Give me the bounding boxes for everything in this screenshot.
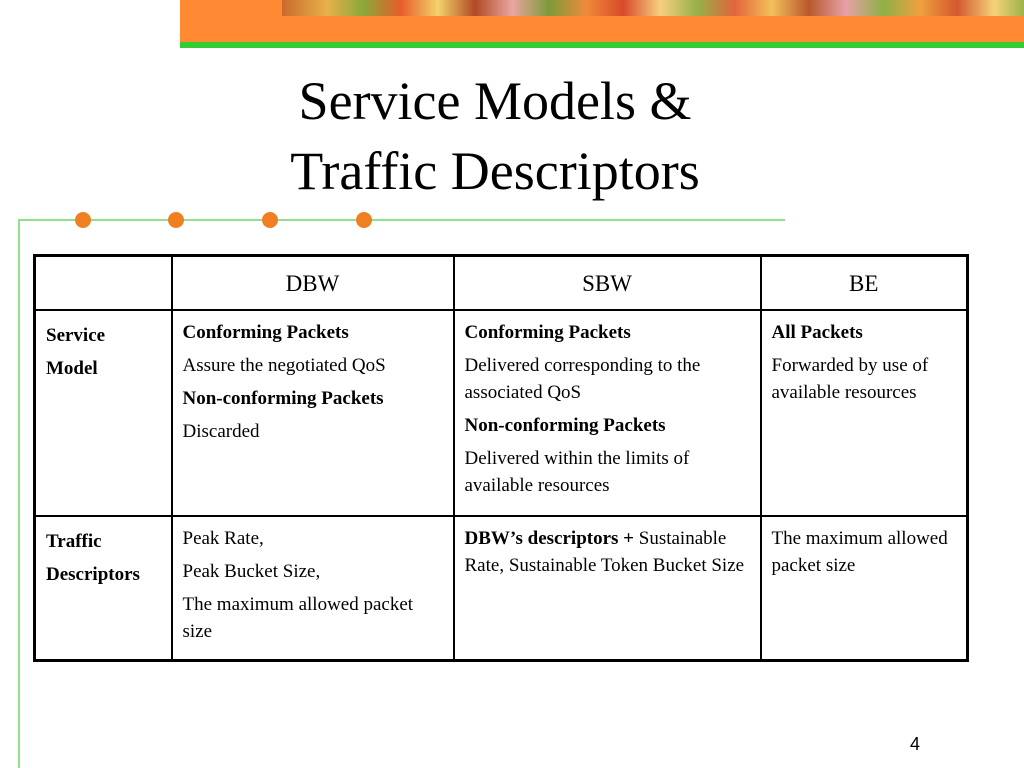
cell-text: Peak Rate, xyxy=(182,528,264,549)
cell-dbw-traffic-descriptors xyxy=(172,516,454,661)
cell-dbw-service-model xyxy=(172,310,454,516)
cell-text: Delivered within the limits of available resources xyxy=(464,448,690,496)
header-accent-bar xyxy=(180,0,282,16)
slide-title-line1: Service Models & xyxy=(298,71,692,131)
cell-sbw-traffic-descriptors xyxy=(454,516,761,661)
table-row-service-model xyxy=(35,310,968,516)
title-underline-rule xyxy=(18,219,785,221)
cell-be-service-model xyxy=(761,310,968,516)
cell-text: Peak Bucket Size, xyxy=(182,561,321,582)
cell-heading: Conforming Packets xyxy=(182,322,349,343)
slide-title xyxy=(210,66,780,206)
cell-heading: Non-conforming Packets xyxy=(464,415,666,436)
cell-heading: Conforming Packets xyxy=(464,322,631,343)
cell-text: Discarded xyxy=(182,421,260,442)
row-label-line: Service xyxy=(46,325,106,346)
cell-text: Forwarded by use of available resources xyxy=(771,355,929,403)
row-label-traffic-descriptors xyxy=(35,516,172,661)
row-label-line: Model xyxy=(46,358,98,379)
header-orange-bar xyxy=(180,16,1024,42)
table-header-sbw: SBW xyxy=(454,256,761,311)
cell-text: The maximum allowed packet size xyxy=(771,528,948,576)
left-vertical-rule xyxy=(18,219,20,768)
cell-text: Delivered corresponding to the associated QoS xyxy=(464,355,701,403)
cell-text: The maximum allowed packet size xyxy=(182,594,414,642)
cell-text: Assure the negotiated QoS xyxy=(182,355,386,376)
cell-text: Sustainable Rate, Sustainable Token Bucket Size xyxy=(464,528,745,576)
bullet-dot-icon xyxy=(262,212,278,228)
table-header-dbw: DBW xyxy=(172,256,454,311)
service-models-table xyxy=(33,254,969,662)
header-green-line xyxy=(180,42,1024,48)
cell-heading: Non-conforming Packets xyxy=(182,388,384,409)
cell-heading: All Packets xyxy=(771,322,863,343)
table-row-traffic-descriptors xyxy=(35,516,968,661)
header-photo-strip xyxy=(282,0,1024,16)
row-label-line: Descriptors xyxy=(46,564,140,585)
table-header-be: BE xyxy=(761,256,968,311)
cell-heading: DBW’s descriptors + xyxy=(464,528,634,549)
row-label-service-model xyxy=(35,310,172,516)
cell-be-traffic-descriptors xyxy=(761,516,968,661)
slide-title-line2: Traffic Descriptors xyxy=(290,141,700,201)
page-number: 4 xyxy=(909,734,920,754)
table-header-row xyxy=(35,256,968,311)
row-label-line: Traffic xyxy=(46,531,102,552)
table-header-empty xyxy=(35,256,172,311)
bullet-dot-icon xyxy=(356,212,372,228)
bullet-dot-icon xyxy=(168,212,184,228)
bullet-dot-icon xyxy=(75,212,91,228)
cell-sbw-service-model xyxy=(454,310,761,516)
